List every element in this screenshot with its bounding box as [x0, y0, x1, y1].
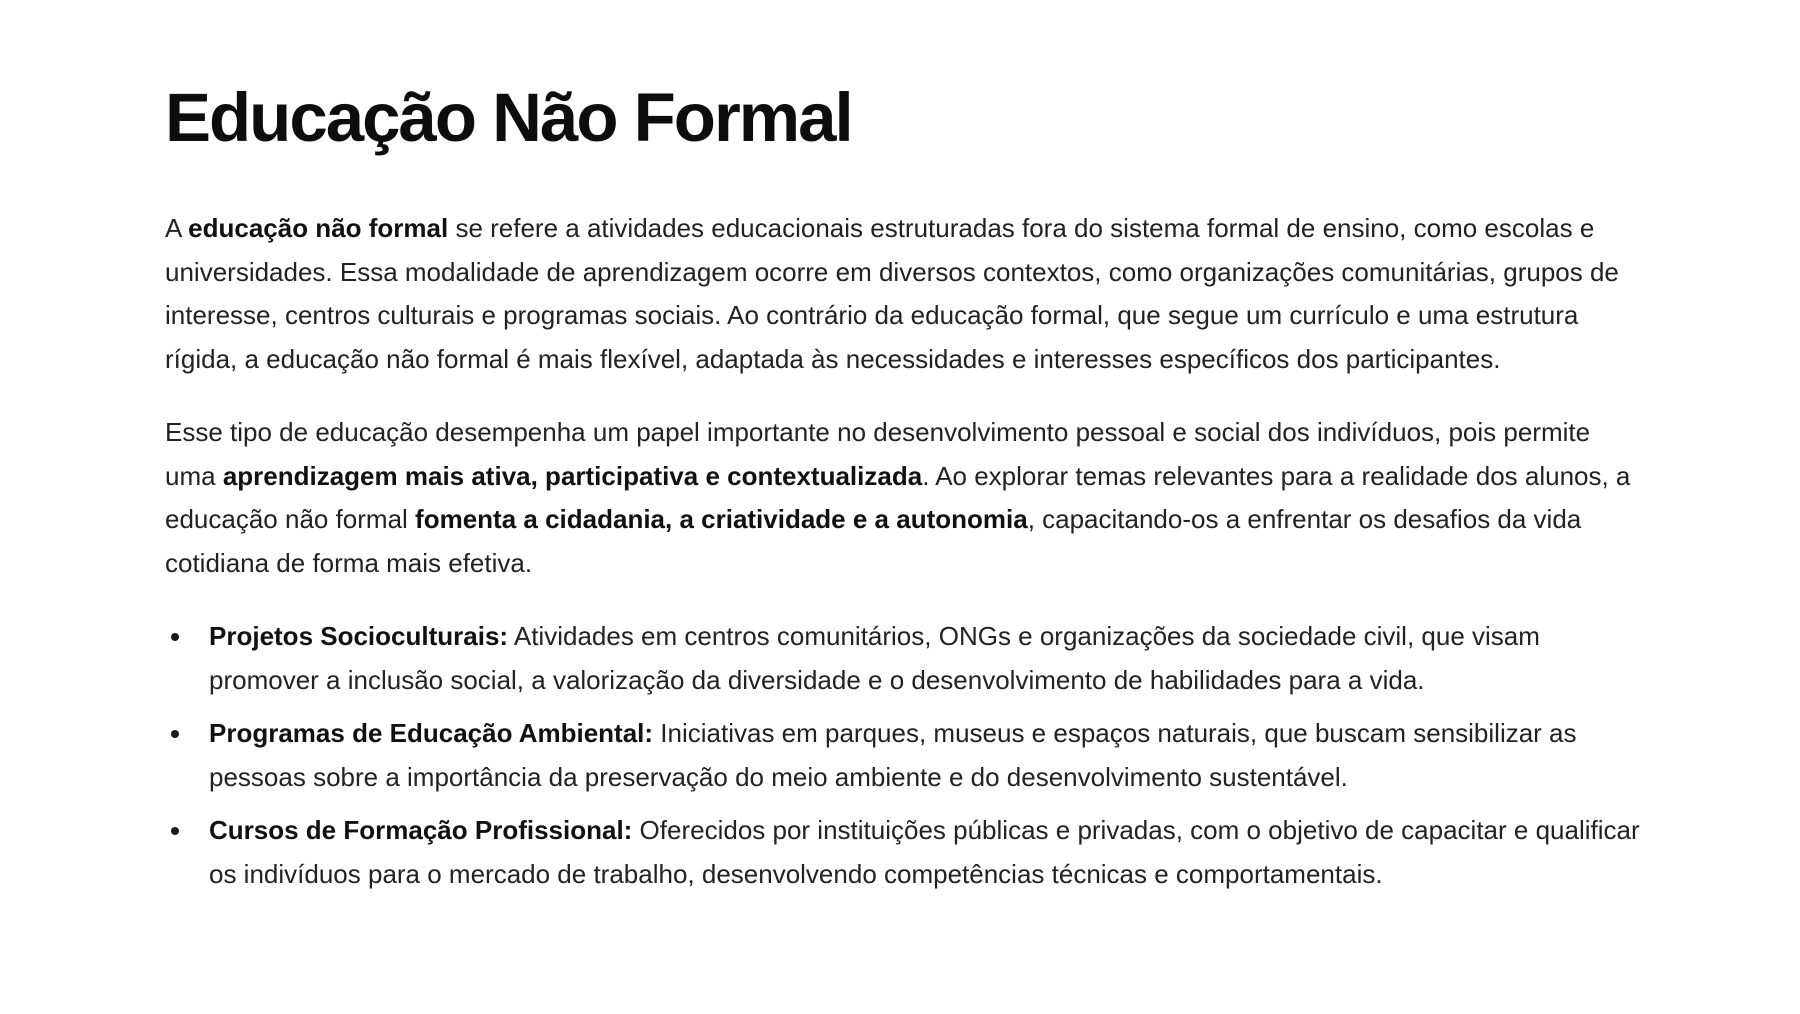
bullet-icon: [171, 730, 179, 738]
list-item-text: Iniciativas em parques, museus e espaços naturais, que buscam sensibilizar as pessoas sobre a importância da preservação do meio ambiente e do desenvolvimento sustentável.: [209, 718, 1577, 792]
importance-bold-1: aprendizagem mais ativa, participativa e contextualizada: [222, 460, 923, 491]
importance-paragraph: [165, 411, 1645, 585]
intro-bold-term: educação não formal: [188, 213, 449, 243]
importance-text-3: , capacitando-os a enfrentar os desafios da vida cotidiana de forma mais efetiva.: [165, 504, 1582, 578]
importance-bold-2: fomenta a cidadania, a criatividade e a autonomia: [415, 504, 1028, 534]
importance-text-2: . Ao explorar temas relevantes para a realidade dos alunos, a educação não formal: [165, 460, 1631, 534]
intro-paragraph: [165, 207, 1645, 381]
list-item: [165, 809, 1645, 896]
bullet-icon: [171, 827, 179, 835]
list-item: [165, 615, 1645, 702]
list-item-text: Oferecidos por instituições públicas e privadas, com o objetivo de capacitar e qualificar os indivíduos para o mercado de trabalho, desenvolvendo competências técnicas e comportamentais.: [209, 815, 1640, 889]
intro-text-rest: se refere a atividades educacionais estruturadas fora do sistema formal de ensino, como escolas e universidades. Essa modalidade de aprendizagem ocorre em diversos contextos, como organizações comunitárias, grupos de interesse, centros culturais e programas sociais. Ao contrário da educação formal, que segue um currículo e uma estrutura rígida, a educação não formal é mais flexível, adaptada às necessidades e interesses específicos dos participantes.: [165, 213, 1619, 374]
list-item-label: Projetos Socioculturais:: [209, 621, 509, 651]
list-item-label: Programas de Educação Ambiental:: [209, 718, 654, 748]
list-item: [165, 712, 1645, 799]
slide-content: [165, 78, 1645, 906]
intro-text-start: A: [165, 213, 189, 243]
bullet-icon: [171, 633, 179, 641]
page-title: Educação Não Formal: [165, 79, 852, 156]
importance-text-1: Esse tipo de educação desempenha um papel importante no desenvolvimento pessoal e social dos indivíduos, pois permite uma: [165, 417, 1591, 491]
examples-list: [165, 615, 1645, 896]
list-item-text: Atividades em centros comunitários, ONGs e organizações da sociedade civil, que visam promover a inclusão social, a valorização da diversidade e o desenvolvimento de habilidades para a vida.: [209, 621, 1540, 695]
list-item-label: Cursos de Formação Profissional:: [209, 815, 633, 845]
